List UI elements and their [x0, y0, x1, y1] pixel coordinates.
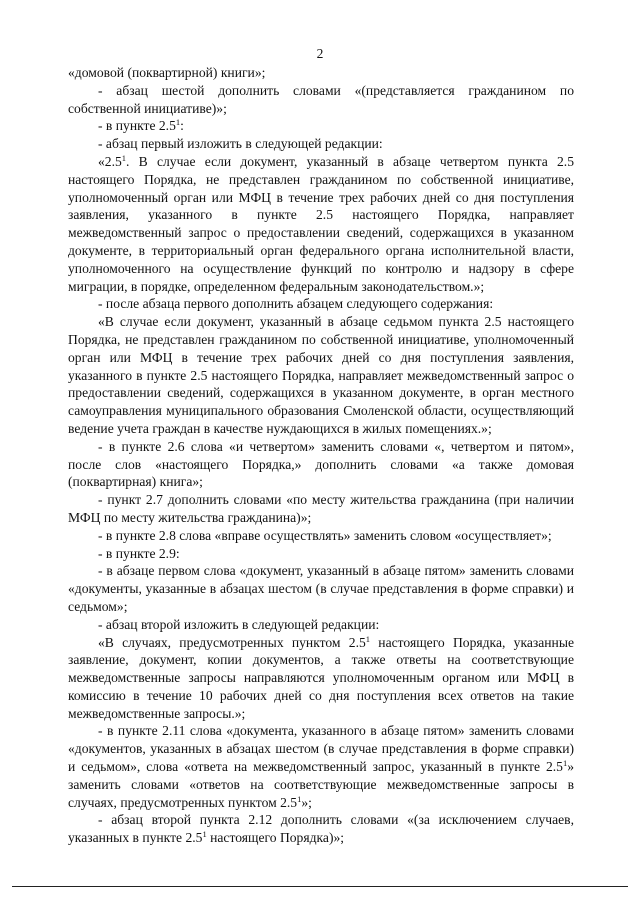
- paragraph: [68, 811, 574, 847]
- paragraph-text: настоящего Порядка)»;: [206, 830, 345, 846]
- paragraph-text: - в пункте 2.9:: [98, 545, 180, 561]
- document-body: [68, 64, 574, 847]
- superscript: 1: [121, 152, 127, 163]
- bottom-rule: [12, 886, 628, 887]
- paragraph: [68, 313, 574, 438]
- superscript: 1: [562, 758, 568, 769]
- paragraph: [68, 153, 574, 295]
- paragraph-text: » заменить словами «ответов на соответствующие межведомственные запросы в случаях, предусмотренных пунктом 2.5: [68, 759, 574, 810]
- paragraph-text: «В случаях, предусмотренных пунктом 2.5: [98, 634, 366, 650]
- superscript: 1: [365, 633, 371, 644]
- paragraph: [68, 135, 574, 153]
- paragraph-text: - после абзаца первого дополнить абзацем следующего содержания:: [98, 296, 494, 312]
- paragraph: [68, 634, 574, 723]
- paragraph: [68, 295, 574, 313]
- superscript: 1: [202, 829, 207, 840]
- paragraph-text: - абзац второй пункта 2.12 дополнить словами «(за исключением случаев, указанных в пункте 2.5: [68, 812, 574, 846]
- paragraph: [68, 491, 574, 527]
- paragraph-text: - в пункте 2.11 слова «документа, указанного в абзаце пятом» заменить словами «документов, указанных в абзацах шестом (в случае представления в форме справки) и седьмом», слова «ответа на межведомственный запрос, указанный в пункте 2.5: [68, 723, 574, 775]
- paragraph-text: - абзац шестой дополнить словами «(представляется гражданином по собственной инициативе)»;: [68, 82, 574, 116]
- paragraph-text: «В случае если документ, указанный в абзаце седьмом пункта 2.5 настоящего Порядка, не представлен гражданином по собственной инициативе, уполномоченный орган или МФЦ в течение трех рабочих дней со дня поступления заявления, указанного в пункте 2.5 настоящего Порядка, направляет межведомственный запрос о предоставлении сведений, содержащихся в указанном документе, в орган местного самоуправления муниципального образования Смоленской области, осуществляющий ведение учета граждан в качестве нуждающихся в жилых помещениях.»;: [68, 314, 574, 436]
- paragraph: [68, 117, 574, 135]
- paragraph-text: - в пункте 2.8 слова «вправе осуществлять» заменить словом «осуществляет»;: [98, 527, 552, 543]
- paragraph-text: - в абзаце первом слова «документ, указанный в абзаце пятом» заменить словами «документы, указанные в абзацах шестом (в случае представления в форме справки) и седьмом»;: [68, 563, 574, 614]
- paragraph-text: - абзац первый изложить в следующей редакции:: [98, 136, 383, 152]
- paragraph: [68, 64, 574, 82]
- paragraph: [68, 438, 574, 491]
- paragraph: [68, 545, 574, 563]
- paragraph: [68, 616, 574, 634]
- page-number: 2: [316, 46, 324, 61]
- paragraph: [68, 82, 574, 118]
- superscript: 1: [175, 117, 181, 128]
- paragraph-text: . В случае если документ, указанный в абзаце четвертом пункта 2.5 настоящего Порядка, не представлен гражданином по собственной инициативе, уполномоченный орган или МФЦ в течение трех рабочих дней со дня поступления заявления, указанного в пункте 2.5 настоящего Порядка, направляет межведомственный запрос о предоставлении сведений, содержащихся в указанном документе, в территориальный орган федерального органа исполнительной власти, уполномоченного на осуществление функций по контролю и надзору в сфере миграции, в порядке, определенном федеральным законодательством.»;: [68, 153, 574, 294]
- paragraph-text: «2.5: [98, 153, 122, 169]
- paragraph-text: - абзац второй изложить в следующей редакции:: [98, 616, 380, 632]
- paragraph-text: »;: [301, 794, 312, 810]
- paragraph: [68, 722, 574, 811]
- paragraph-text: - в пункте 2.6 слова «и четвертом» заменить словами «, четвертом и пятом», после слов «настоящего Порядка,» дополнить словами «а также домовая (поквартирная) книга»;: [68, 438, 574, 490]
- superscript: 1: [297, 793, 302, 804]
- paragraph-text: настоящего Порядка, указанные заявление, документ, копии документов, а также ответы на соответствующие межведомственные запросы направляются уполномоченным органом или МФЦ в комиссию в течение 10 рабочих дней со дня поступления всех ответов на такие межведомственные запросы.»;: [68, 634, 574, 721]
- paragraph: [68, 562, 574, 615]
- paragraph-text: - пункт 2.7 дополнить словами «по месту жительства гражданина (при наличии МФЦ по месту жительства гражданина)»;: [68, 492, 574, 525]
- paragraph-text: «домовой (поквартирной) книги»;: [68, 65, 266, 80]
- paragraph-text: - в пункте 2.5: [98, 118, 176, 134]
- paragraph-text: :: [180, 118, 184, 134]
- paragraph: [68, 527, 574, 545]
